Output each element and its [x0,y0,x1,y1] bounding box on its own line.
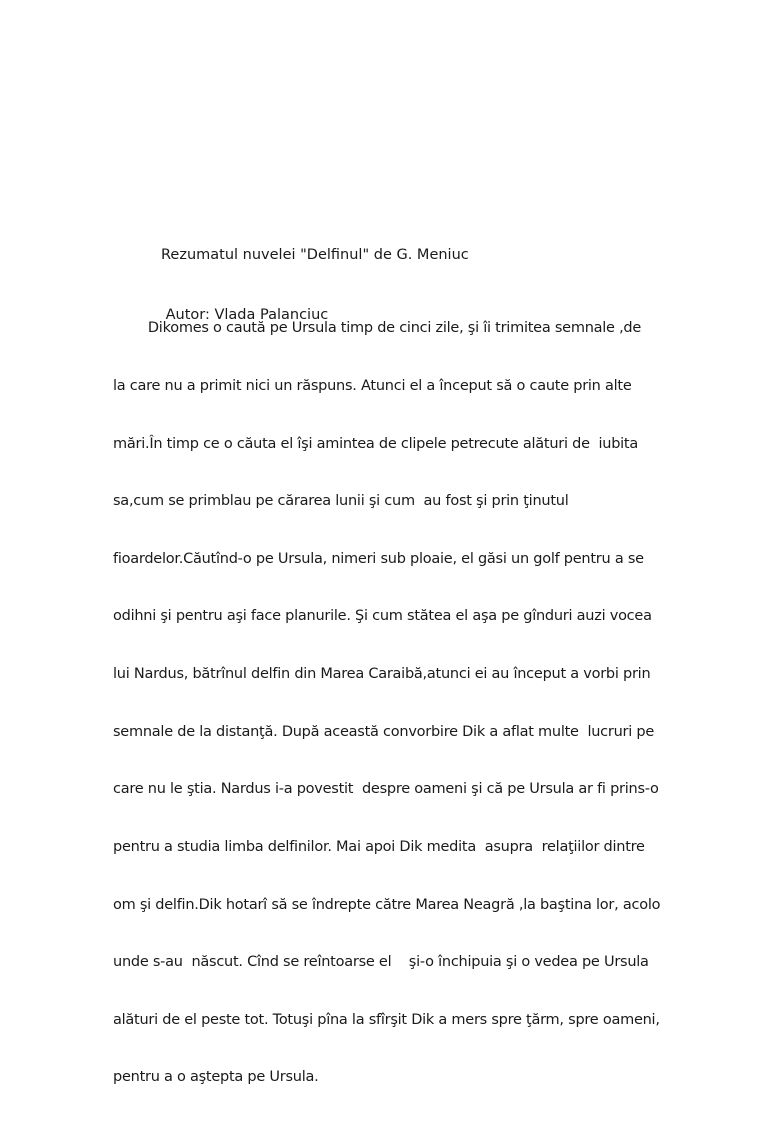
paragraph-line: semnale de la distanţă. După această convorbire Dik a aflat multe lucruri pe [113,723,655,740]
paragraph-line: sa,cum se primblau pe cărarea lunii şi cum au fost şi prin ţinutul [113,493,569,510]
paragraph-line: alături de el peste tot. Totuşi pîna la sfîrşit Dik a mers spre ţărm, spre oameni, [113,1011,660,1028]
paragraph-line: care nu le ştia. Nardus i-a povestit despre oameni şi că pe Ursula ar fi prins-o [113,781,659,798]
paragraph-line: mări.În timp ce o căuta el îşi amintea de clipele petrecute alături de iubita [113,435,638,452]
paragraph-line: pentru a o aştepta pe Ursula. [113,1069,319,1086]
paragraph-line: fioardelor.Căutînd-o pe Ursula, nimeri sub ploaie, el găsi un golf pentru a se [113,550,644,567]
paragraph-line: lui Nardus, bătrînul delfin din Marea Caraibă,atunci ei au început a vorbi prin [113,666,651,683]
document-title: Rezumatul nuvelei "Delfinul" de G. Meniuc [161,247,469,263]
paragraph-line: odihni şi pentru aşi face planurile. Şi cum stătea el aşa pe gînduri auzi vocea [113,608,652,625]
paragraph-line: om şi delfin.Dik hotarî să se îndrepte către Marea Neagră ,la baştina lor, acolo [113,896,661,913]
paragraph-line: la care nu a primit nici un răspuns. Atunci el a început să o caute prin alte [113,378,632,395]
paragraph-line: pentru a studia limba delfinilor. Mai apoi Dik medita asupra relaţiilor dintre [113,838,645,855]
paragraph-line: Dikomes o caută pe Ursula timp de cinci zile, şi îi trimitea semnale ,de [113,320,642,337]
summary-paragraph [113,281,673,1126]
paragraph-line: unde s-au născut. Cînd se reîntoarse el şi-o închipuia şi o vedea pe Ursula [113,954,649,971]
document-author: Autor: Vlada Palanciuc [161,307,329,323]
